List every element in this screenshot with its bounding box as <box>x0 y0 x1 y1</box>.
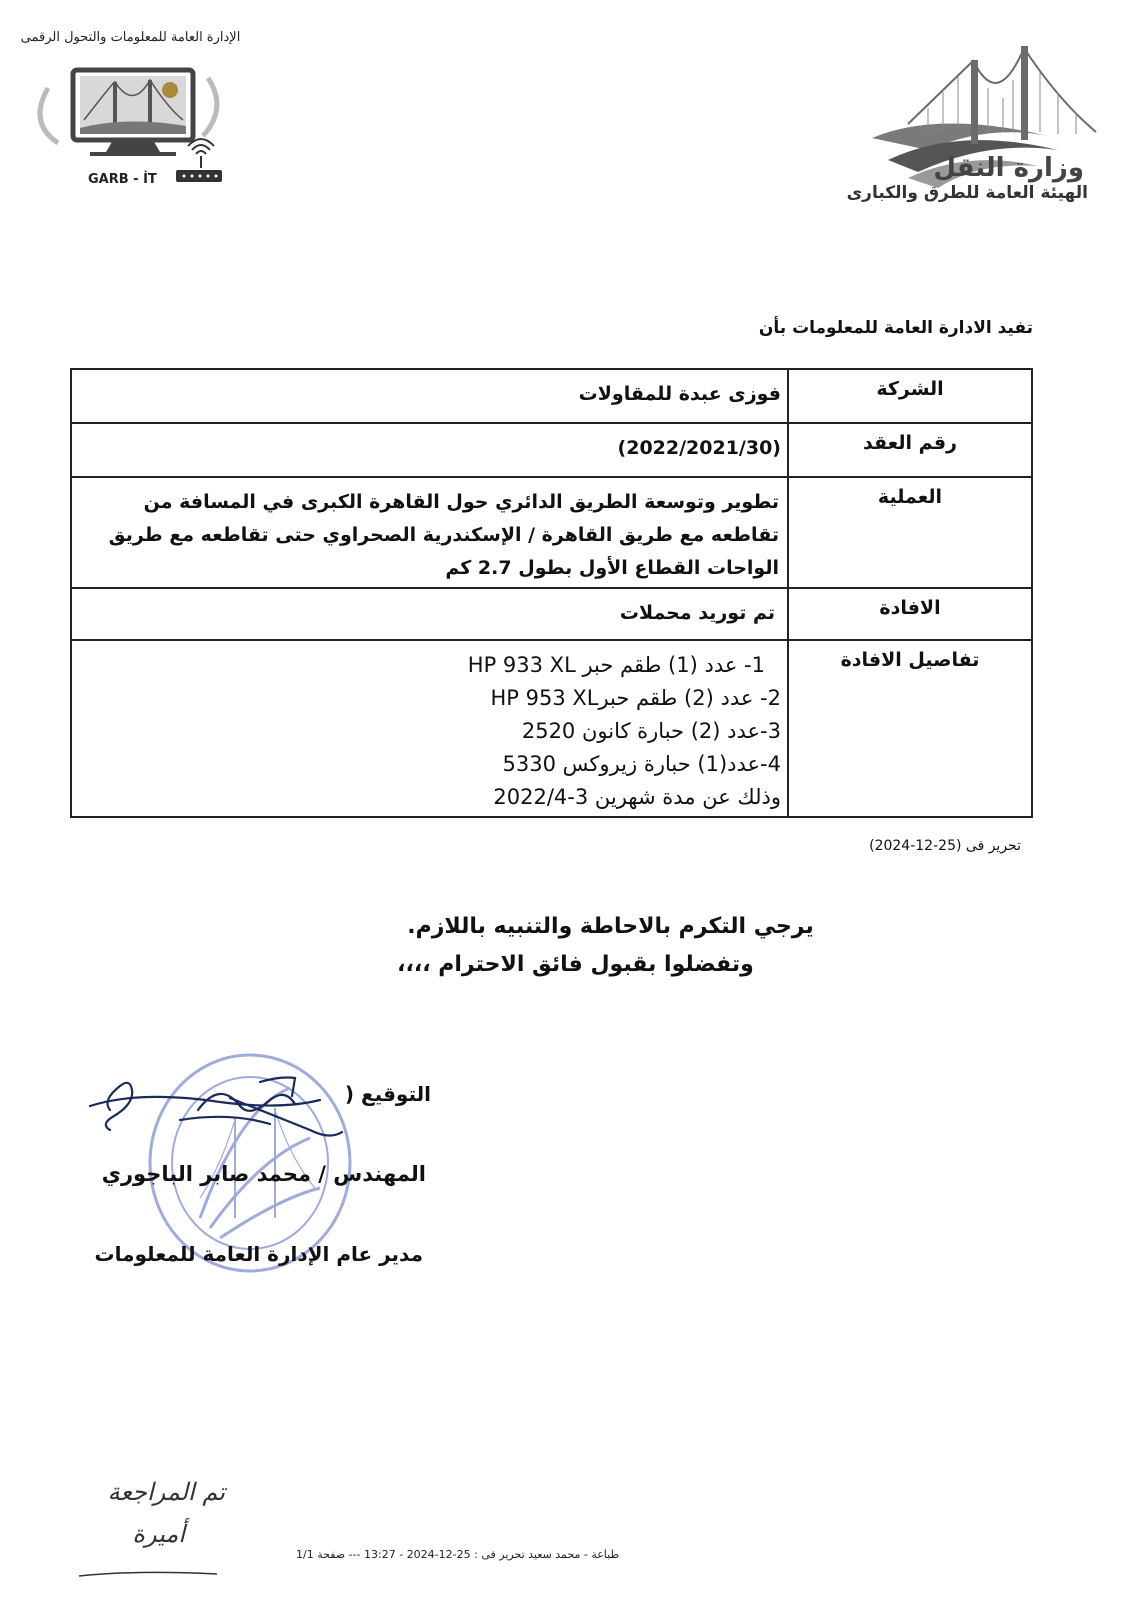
operation-label: العملية <box>788 477 1032 588</box>
company-value: فوزى عبدة للمقاولات <box>71 369 788 423</box>
table-row-contract <box>71 423 1032 477</box>
review-underline-icon <box>75 1478 225 1588</box>
it-logo-title: الإدارة العامة للمعلومات والتحول الرقمى <box>20 30 241 45</box>
table-row-company <box>71 369 1032 423</box>
it-department-logo <box>18 28 243 198</box>
review-note <box>75 1478 225 1588</box>
contract-number: (2022/2021/30) <box>617 437 781 459</box>
detail-line: 4-عدد(1) حبارة زيروكس 5330 <box>502 752 781 776</box>
table-row-operation <box>71 477 1032 588</box>
issue-date: تحرير فى (25-12-2024) <box>869 838 1021 854</box>
ministry-logo <box>846 40 1098 210</box>
info-table <box>70 368 1033 818</box>
handwritten-signature-icon <box>80 1070 380 1150</box>
operation-value: تطوير وتوسعة الطريق الدائري حول القاهرة الكبرى في المسافة من تقاطعه مع طريق القاهرة / الإسكندرية الصحراوي حتى تقاطعه مع طريق الواحات القطاع الأول بطول 2.7 كم <box>71 477 788 588</box>
detail-line: وذلك عن مدة شهرين 3-2022/4 <box>493 785 781 809</box>
print-info: طباعة - محمد سعيد تحرير فى : 25-12-2024 - 13:27 --- صفحة 1/1 <box>296 1548 620 1561</box>
benefit-label: الافادة <box>788 588 1032 640</box>
closing-line-2: وتفضلوا بقبول فائق الاحترام ،،،، <box>397 952 754 977</box>
signatory-name: المهندس / محمد صابر الباجوري <box>101 1162 426 1186</box>
review-note-line-1: تم المراجعة <box>107 1478 225 1506</box>
detail-line: 3-عدد (2) حبارة كانون 2520 <box>521 719 781 743</box>
closing-text <box>0 908 1131 984</box>
details-value <box>71 640 788 817</box>
ministry-logo-title: وزارة النقل <box>933 153 1084 183</box>
ministry-logo-subtitle: الهيئة العامة للطرق والكبارى <box>846 183 1088 203</box>
benefit-value: تم توريد محملات <box>71 588 788 640</box>
closing-line-1: يرجي التكرم بالاحاطة والتنبيه باللازم. <box>407 914 814 939</box>
contract-label: رقم العقد <box>788 423 1032 477</box>
contract-value <box>71 423 788 477</box>
table-row-details <box>71 640 1032 817</box>
it-logo-code: GARB - İT <box>88 172 157 187</box>
intro-text: تفيد الادارة العامة للمعلومات بأن <box>758 318 1033 338</box>
review-note-line-2: أميرة <box>132 1520 185 1548</box>
detail-line: 2- عدد (2) طقم حبرHP 953 XL <box>490 686 781 710</box>
company-label: الشركة <box>788 369 1032 423</box>
detail-line: 1- عدد (1) طقم حبر HP 933 XL <box>467 653 765 677</box>
signature-label: التوقيع ( <box>344 1082 431 1106</box>
table-row-benefit <box>71 588 1032 640</box>
signatory-title: مدير عام الإدارة العامة للمعلومات <box>94 1242 423 1266</box>
details-label: تفاصيل الافادة <box>788 640 1032 817</box>
